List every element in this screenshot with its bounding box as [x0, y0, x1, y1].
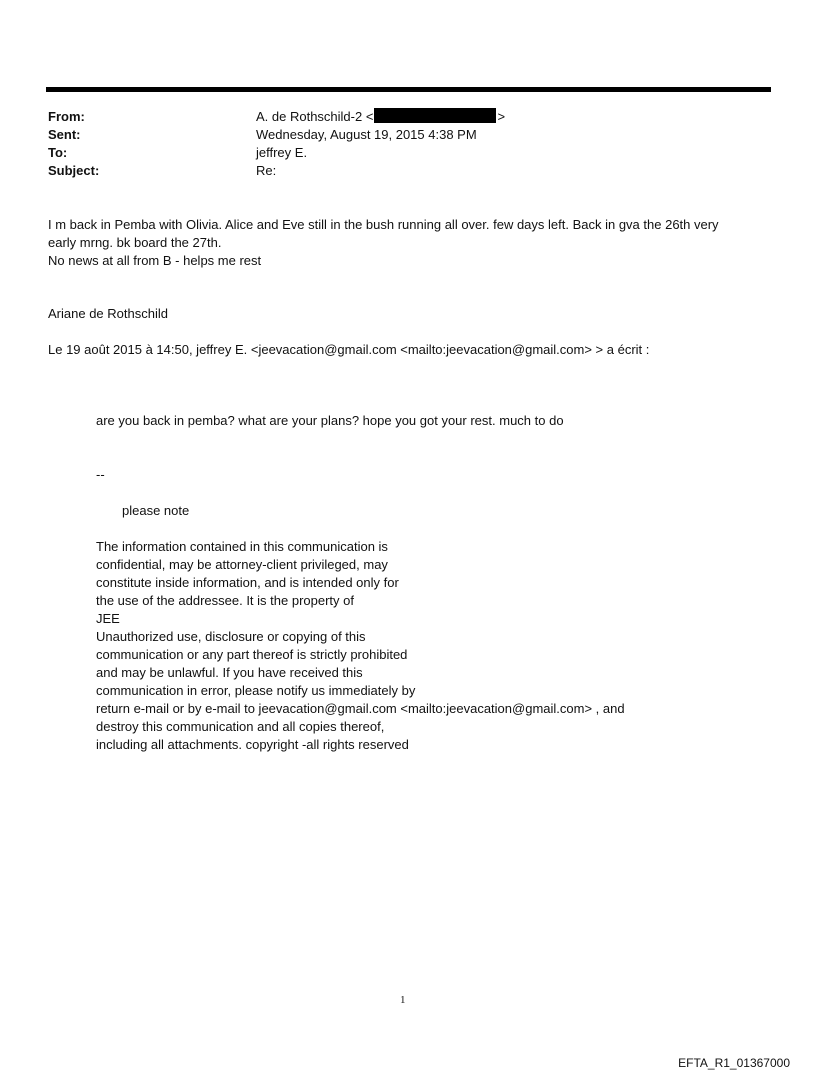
disclaimer-line: JEE — [96, 611, 120, 626]
disclaimer-line: Unauthorized use, disclosure or copying of this — [96, 629, 366, 644]
note-title: please note — [122, 503, 190, 518]
from-value — [256, 108, 505, 126]
quote-header: Le 19 août 2015 à 14:50, jeffrey E. <jeevacation@gmail.com <mailto:jeevacation@gmail.com> > a écrit : — [48, 342, 650, 357]
disclaimer-line: The information contained in this communication is — [96, 539, 388, 554]
from-bracket-close: > — [497, 109, 506, 124]
disclaimer-line: communication or any part thereof is strictly prohibited — [96, 647, 408, 662]
page-number: 1 — [400, 994, 406, 1006]
sent-value: Wednesday, August 19, 2015 4:38 PM — [256, 127, 477, 142]
disclaimer-line: confidential, may be attorney-client privileged, may — [96, 557, 388, 572]
from-name: A. de Rothschild-2 — [256, 109, 363, 124]
disclaimer-line: the use of the addressee. It is the property of — [96, 593, 354, 608]
signature-separator: -- — [96, 467, 105, 482]
redaction-block — [374, 108, 496, 123]
header-rule — [46, 87, 771, 92]
body-line: I m back in Pemba with Olivia. Alice and Eve still in the bush running all over. few days left. Back in gva the 26th very — [48, 217, 719, 232]
message-body — [48, 216, 719, 270]
quoted-message: are you back in pemba? what are your plans? hope you got your rest. much to do — [96, 413, 564, 428]
signature: Ariane de Rothschild — [48, 306, 168, 321]
subject-value: Re: — [256, 163, 277, 178]
bates-number: EFTA_R1_01367000 — [678, 1056, 790, 1070]
sent-label: Sent: — [48, 127, 81, 142]
disclaimer — [96, 538, 625, 754]
disclaimer-line: communication in error, please notify us immediately by — [96, 683, 416, 698]
subject-label: Subject: — [48, 163, 100, 178]
disclaimer-line: constitute inside information, and is intended only for — [96, 575, 399, 590]
from-bracket-open: < — [365, 109, 374, 124]
to-label: To: — [48, 145, 68, 160]
body-line: No news at all from B - helps me rest — [48, 253, 262, 268]
disclaimer-line: destroy this communication and all copies thereof, — [96, 719, 385, 734]
disclaimer-line: return e-mail or by e-mail to jeevacation@gmail.com <mailto:jeevacation@gmail.com> , and — [96, 701, 625, 716]
from-label: From: — [48, 109, 85, 124]
to-value: jeffrey E. — [256, 145, 308, 160]
disclaimer-line: including all attachments. copyright -all rights reserved — [96, 737, 409, 752]
disclaimer-line: and may be unlawful. If you have received this — [96, 665, 363, 680]
body-line: early mrng. bk board the 27th. — [48, 235, 222, 250]
